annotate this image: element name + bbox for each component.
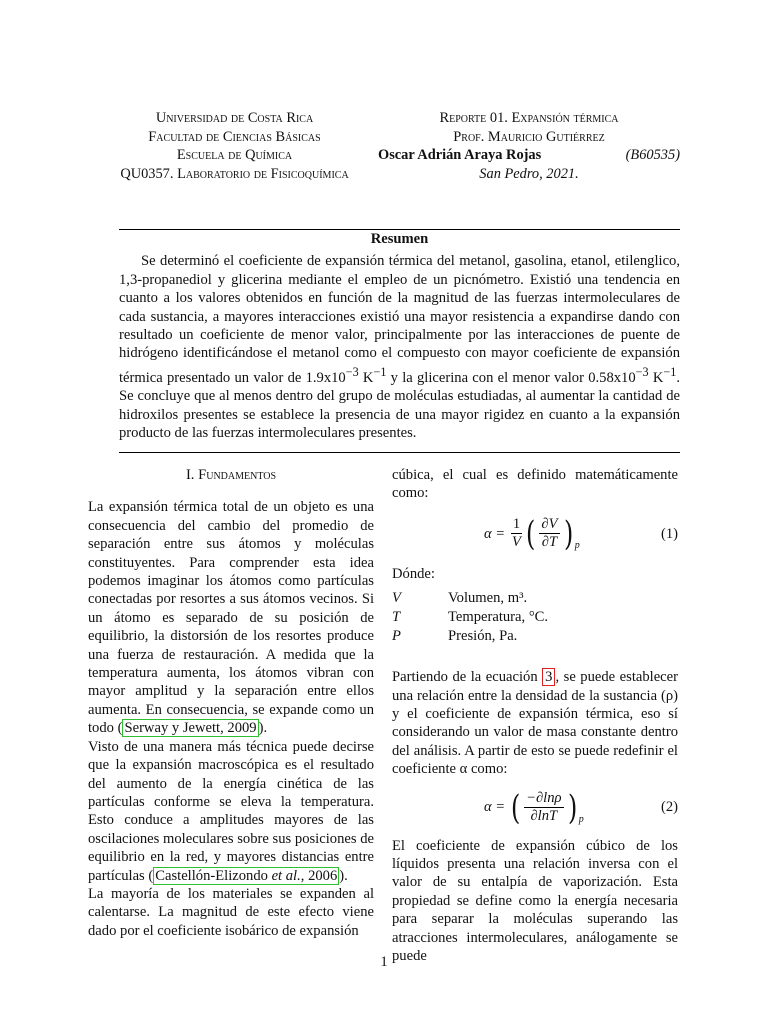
author-row: [378, 146, 680, 165]
paragraph: El coeficiente de expansión cúbico de los líquidos presenta una relación inversa con el valor de su entalpía de vaporización. Esta propiedad se define como la energía necesaria para separar la moléculas superando las atracciones intermoleculares, análogamente se puede: [392, 837, 678, 965]
left-column: [88, 466, 374, 940]
exponent: −3: [345, 364, 359, 379]
abstract-bottom-rule: [119, 452, 680, 453]
paragraph-text: ).: [258, 720, 268, 737]
paragraph-text: Visto de una manera más técnica puede decirse que la expansión macroscópica es el resultado del aumento de la energía cinética de las partículas conforme se eleva la temperatura. Esto conduce a amplitudes mayores de las oscilaciones moleculares sobre sus posiciones de equilibrio en la red, y mayores distancias entre partículas (: [88, 738, 374, 884]
institution-block: [117, 109, 352, 183]
equation-number: (1): [660, 525, 678, 542]
subscript: p: [574, 539, 580, 551]
paragraph: [88, 738, 374, 885]
citation-author: Castellón-Elizondo: [155, 867, 272, 884]
section-title: Fundamentos: [198, 467, 277, 483]
numerator: ∂V: [541, 516, 558, 533]
abstract-text: [119, 252, 680, 442]
left-paren: (: [510, 787, 521, 828]
place-date: San Pedro, 2021.: [479, 165, 579, 182]
abstract-text-part: . Se concluye que al menos dentro del grupo de moléculas estudiadas, al aumentar la cantidad de hidroxilos presentes se establece la presencia de una mayor rigidez en cuanto a la expansión producto de las fuerzas intermoleculares presentes.: [119, 369, 680, 441]
paragraph-text: ).: [339, 867, 348, 884]
denominator: ∂T: [541, 534, 558, 551]
numerator: −∂lnρ: [526, 790, 562, 807]
paragraph: cúbica, el cual es definido matemáticamente como:: [392, 467, 678, 502]
professor-name: Prof. Mauricio Gutiérrez: [453, 128, 605, 145]
paragraph-text: Partiendo de la ecuación: [392, 669, 543, 686]
equation-lhs: α =: [484, 799, 506, 816]
report-title: Reporte 01. Expansión térmica: [439, 110, 619, 126]
course-name: QU0357. Laboratorio de Fisicoquímica: [120, 165, 349, 182]
variable-list: [392, 589, 678, 646]
citation-year: , 2006: [300, 867, 338, 884]
exponent: −3: [635, 364, 649, 379]
fraction: [524, 790, 563, 825]
variable-description: Temperatura, °C.: [448, 609, 549, 626]
author-name: Oscar Adrián Araya Rojas: [378, 147, 542, 164]
school-name: Escuela de Química: [176, 147, 293, 164]
abstract-title: Resumen: [370, 231, 429, 247]
donde-label: Dónde:: [392, 565, 435, 582]
page-number: 1: [380, 954, 388, 970]
university-name: Universidad de Costa Rica: [155, 110, 314, 126]
right-paren: ): [563, 513, 573, 554]
right-paren: ): [567, 787, 577, 828]
denominator: V: [512, 534, 521, 551]
left-paren: (: [526, 513, 536, 554]
fraction: [539, 516, 559, 551]
citation-link[interactable]: [153, 867, 339, 885]
equation-body: [484, 787, 584, 828]
variable-row: [392, 627, 678, 646]
paragraph-text: La expansión térmica total de un objeto es una consecuencia del cambio del promedio de separación entre sus átomos y moléculas constituyentes. Para comprender esta idea podemos imaginar los átomos como partículas conectadas por resortes a sus átomos vecinos. Si un átomo es separado de su posición de equilibrio, la distorsión de los resortes produce una fuerza de restauración. A medida que la temperatura aumenta, los átomos vibran con mayor amplitud y la separación entre ellos aumenta. En consecuencia, se expande como un todo (: [88, 499, 374, 737]
variable-description: Volumen, m³.: [448, 590, 528, 607]
citation-link[interactable]: Serway y Jewett, 2009: [124, 720, 257, 737]
denominator: ∂lnT: [530, 808, 558, 825]
abstract-text-part: y la glicerina con el menor valor 0.58x10: [386, 369, 636, 386]
paragraph-text: , se puede establecer una relación entre la densidad de la sustancia (ρ) y el coeficiente de expansión térmica, eso sí considerando un valor de masa constante dentro del análisis. A partir de esto se puede redefinir el coeficiente α como:: [392, 669, 679, 778]
paragraph: [392, 668, 678, 778]
variable-symbol: P: [392, 628, 401, 645]
right-column: [392, 466, 678, 966]
equation-body: [484, 513, 580, 554]
abstract-text-part: Se determinó el coeficiente de expansión térmica del metanol, gasolina, etanol, etilenglico, 1,3-propanediol y glicerina mediante el empleo de un picnómetro. Existió una tendencia en cuanto a los valores obtenidos en función de la magnitud de las fuerzas intermoleculares de cada sustancia, a mayores interacciones existió una mayor resistencia a expandirse dando con resultado un coeficiente de menor valor, principalmente por las interacciones de puente de hidrógeno identificándose el metanol como el compuesto con mayor coeficiente de expansión térmica presentado un valor de 1.9x10: [119, 253, 680, 386]
paragraph: [88, 498, 374, 737]
equation-2: [392, 785, 678, 831]
variable-symbol: T: [392, 609, 401, 626]
equation-ref-link[interactable]: 3: [542, 668, 555, 686]
faculty-name: Facultad de Ciencias Básicas: [148, 128, 321, 145]
variable-row: [392, 608, 678, 627]
report-info-block: [378, 109, 680, 183]
citation-etal: et al.: [271, 867, 301, 884]
equation-lhs: α =: [484, 525, 506, 542]
paragraph: La mayoría de los materiales se expanden al calentarse. La magnitud de este efecto viene dado por el coeficiente isobárico de expansión: [88, 885, 374, 939]
equation-1: [392, 509, 678, 559]
exponent: −1: [373, 364, 387, 379]
variable-symbol: V: [392, 590, 401, 607]
fraction: [511, 516, 522, 551]
numerator: 1: [512, 516, 521, 533]
subscript: p: [578, 813, 584, 825]
variable-description: Presión, Pa.: [448, 628, 518, 645]
section-number: I.: [185, 467, 195, 483]
section-heading: [88, 466, 374, 484]
equation-number: (2): [660, 799, 678, 816]
variable-row: [392, 589, 678, 608]
unit: K: [358, 369, 374, 386]
abstract: [119, 230, 680, 442]
student-id: (B60535): [625, 147, 680, 164]
unit: K: [648, 369, 664, 386]
exponent: −1: [663, 364, 677, 379]
